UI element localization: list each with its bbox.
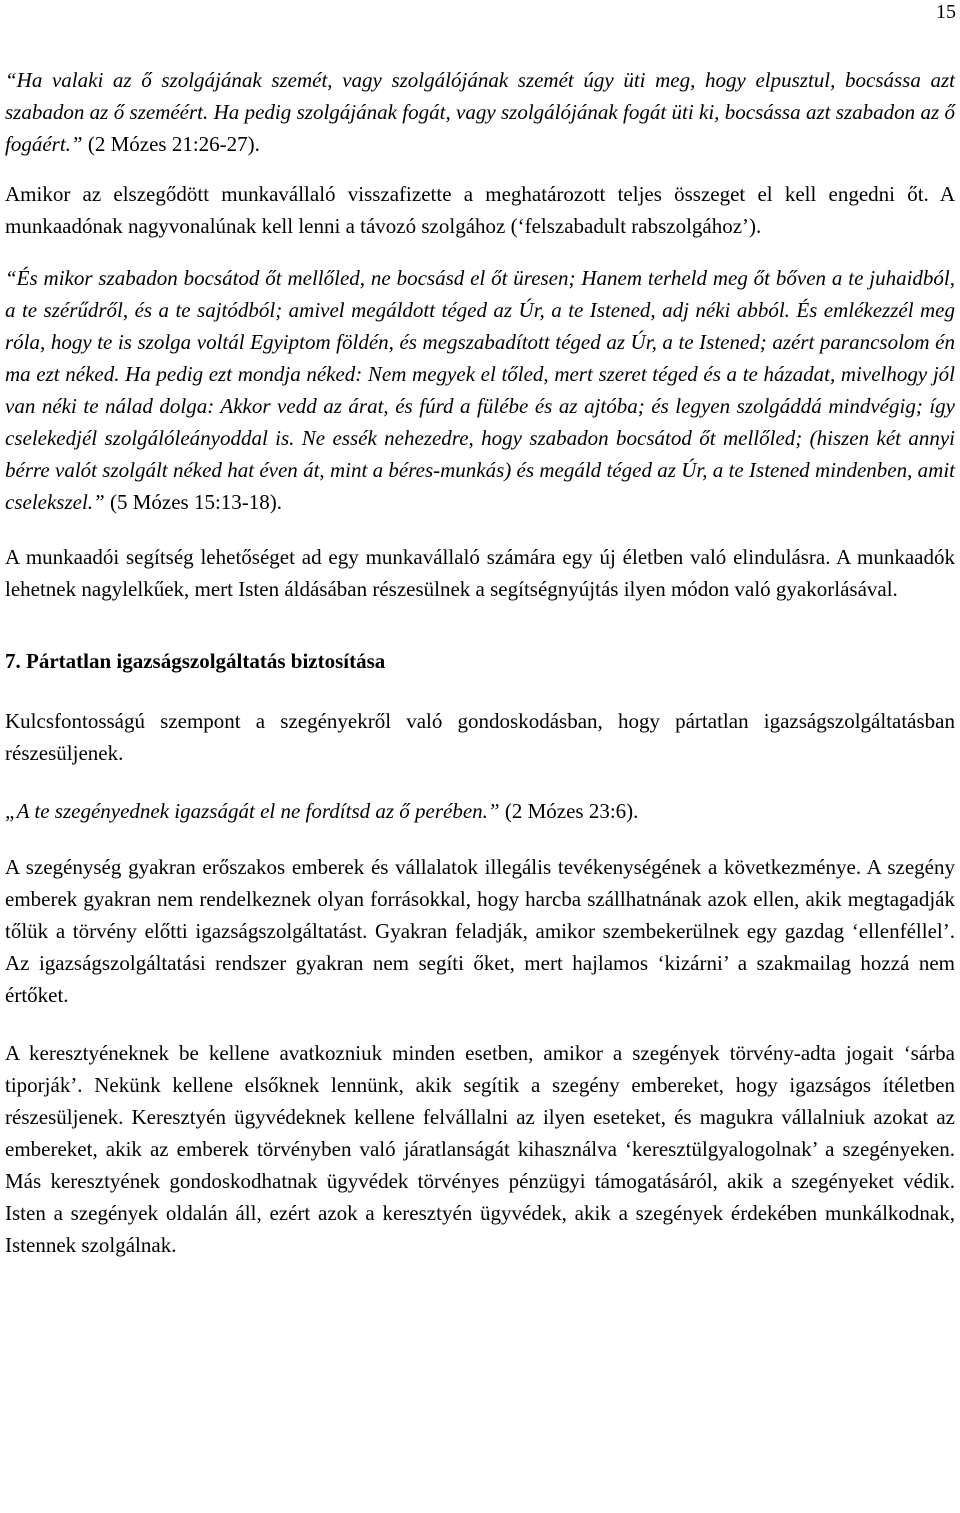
page-content (5, 64, 955, 1261)
paragraph-dismissal: Amikor az elszegődött munkavállaló visszafizette a meghatározott teljes összeget el kell engedni őt. A munkaadónak nagyvonalúnak kell lenni a távozó szolgához (‘felszabadult rabszolgához’). (5, 182, 955, 238)
quote-text: „A te szegényednek igazságát el ne fordítsd az ő perében.” (5, 799, 500, 823)
paragraph-key-point: Kulcsfontosságú szempont a szegényekről való gondoskodásban, hogy pártatlan igazságszolgáltatásban részesüljenek. (5, 709, 955, 765)
page-number: 15 (936, 1, 956, 23)
quote-text: “Ha valaki az ő szolgájának szemét, vagy szolgálójának szemét úgy üti meg, hogy elpusztul, bocsássa azt szabadon az ő szeméért. Ha pedig szolgájának fogát, vagy szolgálójának fogát üti ki, bocsássa azt szabadon az ő fogáért.” (5, 68, 955, 156)
quote-reference: (5 Mózes 15:13-18). (104, 490, 283, 514)
section-heading: 7. Pártatlan igazságszolgáltatás biztosítása (5, 649, 386, 673)
paragraph-employer-help: A munkaadói segítség lehetőséget ad egy munkavállaló számára egy új életben való elindulásra. A munkaadók lehetnek nagylelkűek, mert Isten áldásában részesülnek a segítségnyújtás ilyen módon való gyakorlásával. (5, 545, 955, 601)
quote-reference: (2 Mózes 23:6). (499, 799, 639, 823)
paragraph-christians: A keresztyéneknek be kellene avatkozniuk minden esetben, amikor a szegények törvény-adta jogait ‘sárba tiporják’. Nekünk kellene elsőknek lennünk, akik segítik a szegény embereket, hogy igazságos ítéletben részesüljenek. Keresztyén ügyvédeknek kellene felvállalni az ilyen eseteket, és magukra vállalniuk azokat az embereket, akik az emberek törvényben való járatlanságát kihasználva ‘keresztülgyalogolnak’ a szegényeken. Más keresztyének gondoskodhatnak ügyvédek törvényes pénzügyi támogatásáról, akik a szegényeket védik. Isten a szegények oldalán áll, ezért azok a keresztyén ügyvédek, akik a szegények érdekében munkálkodnak, Istennek szolgálnak. (5, 1041, 955, 1257)
quote-reference: (2 Mózes 21:26-27). (82, 132, 260, 156)
scripture-quote-exodus-23 (5, 795, 955, 827)
quote-text: “És mikor szabadon bocsátod őt mellőled, ne bocsásd el őt üresen; Hanem terheld meg őt bőven a te juhaidból, a te szérűdről, és a te sajtódból; amivel megáldott téged az Úr, a te Istened, adj néki abból. És emlékezzél meg róla, hogy te is szolga voltál Egyiptom földén, és megszabadított téged az Úr, a te Istened; azért parancsolom én ma ezt néked. Ha pedig ezt mondja néked: Nem megyek el tőled, mert szeret téged és a te házadat, mivelhogy jól van néki te nálad dolga: Akkor vedd az árat, és fúrd a fülébe és az ajtóba; és legyen szolgáddá mindvégig; így cselekedjél szolgálóleányoddal is. Ne essék nehezedre, hogy szabadon bocsátod őt mellőled; (hiszen két annyi bérre valót szolgált néked hat éven át, mint a béres-munkás) és megáld téged az Úr, a te Istened mindenben, amit cselekszel.” (5, 266, 955, 514)
scripture-quote-exodus-21 (5, 64, 955, 160)
paragraph-poverty: A szegénység gyakran erőszakos emberek és vállalatok illegális tevékenységének a következménye. A szegény emberek gyakran nem rendelkeznek olyan forrásokkal, hogy harcba szállhatnának azok ellen, akik megtagadják tőlük a törvény előtti igazságszolgáltatást. Gyakran feladják, amikor szembekerülnek egy gazdag ‘ellenféllel’. Az igazságszolgáltatási rendszer gyakran nem segíti őket, mert hajlamos ‘kizárni’ a szakmailag hozzá nem értőket. (5, 855, 955, 1007)
scripture-quote-deuteronomy-15 (5, 262, 955, 518)
